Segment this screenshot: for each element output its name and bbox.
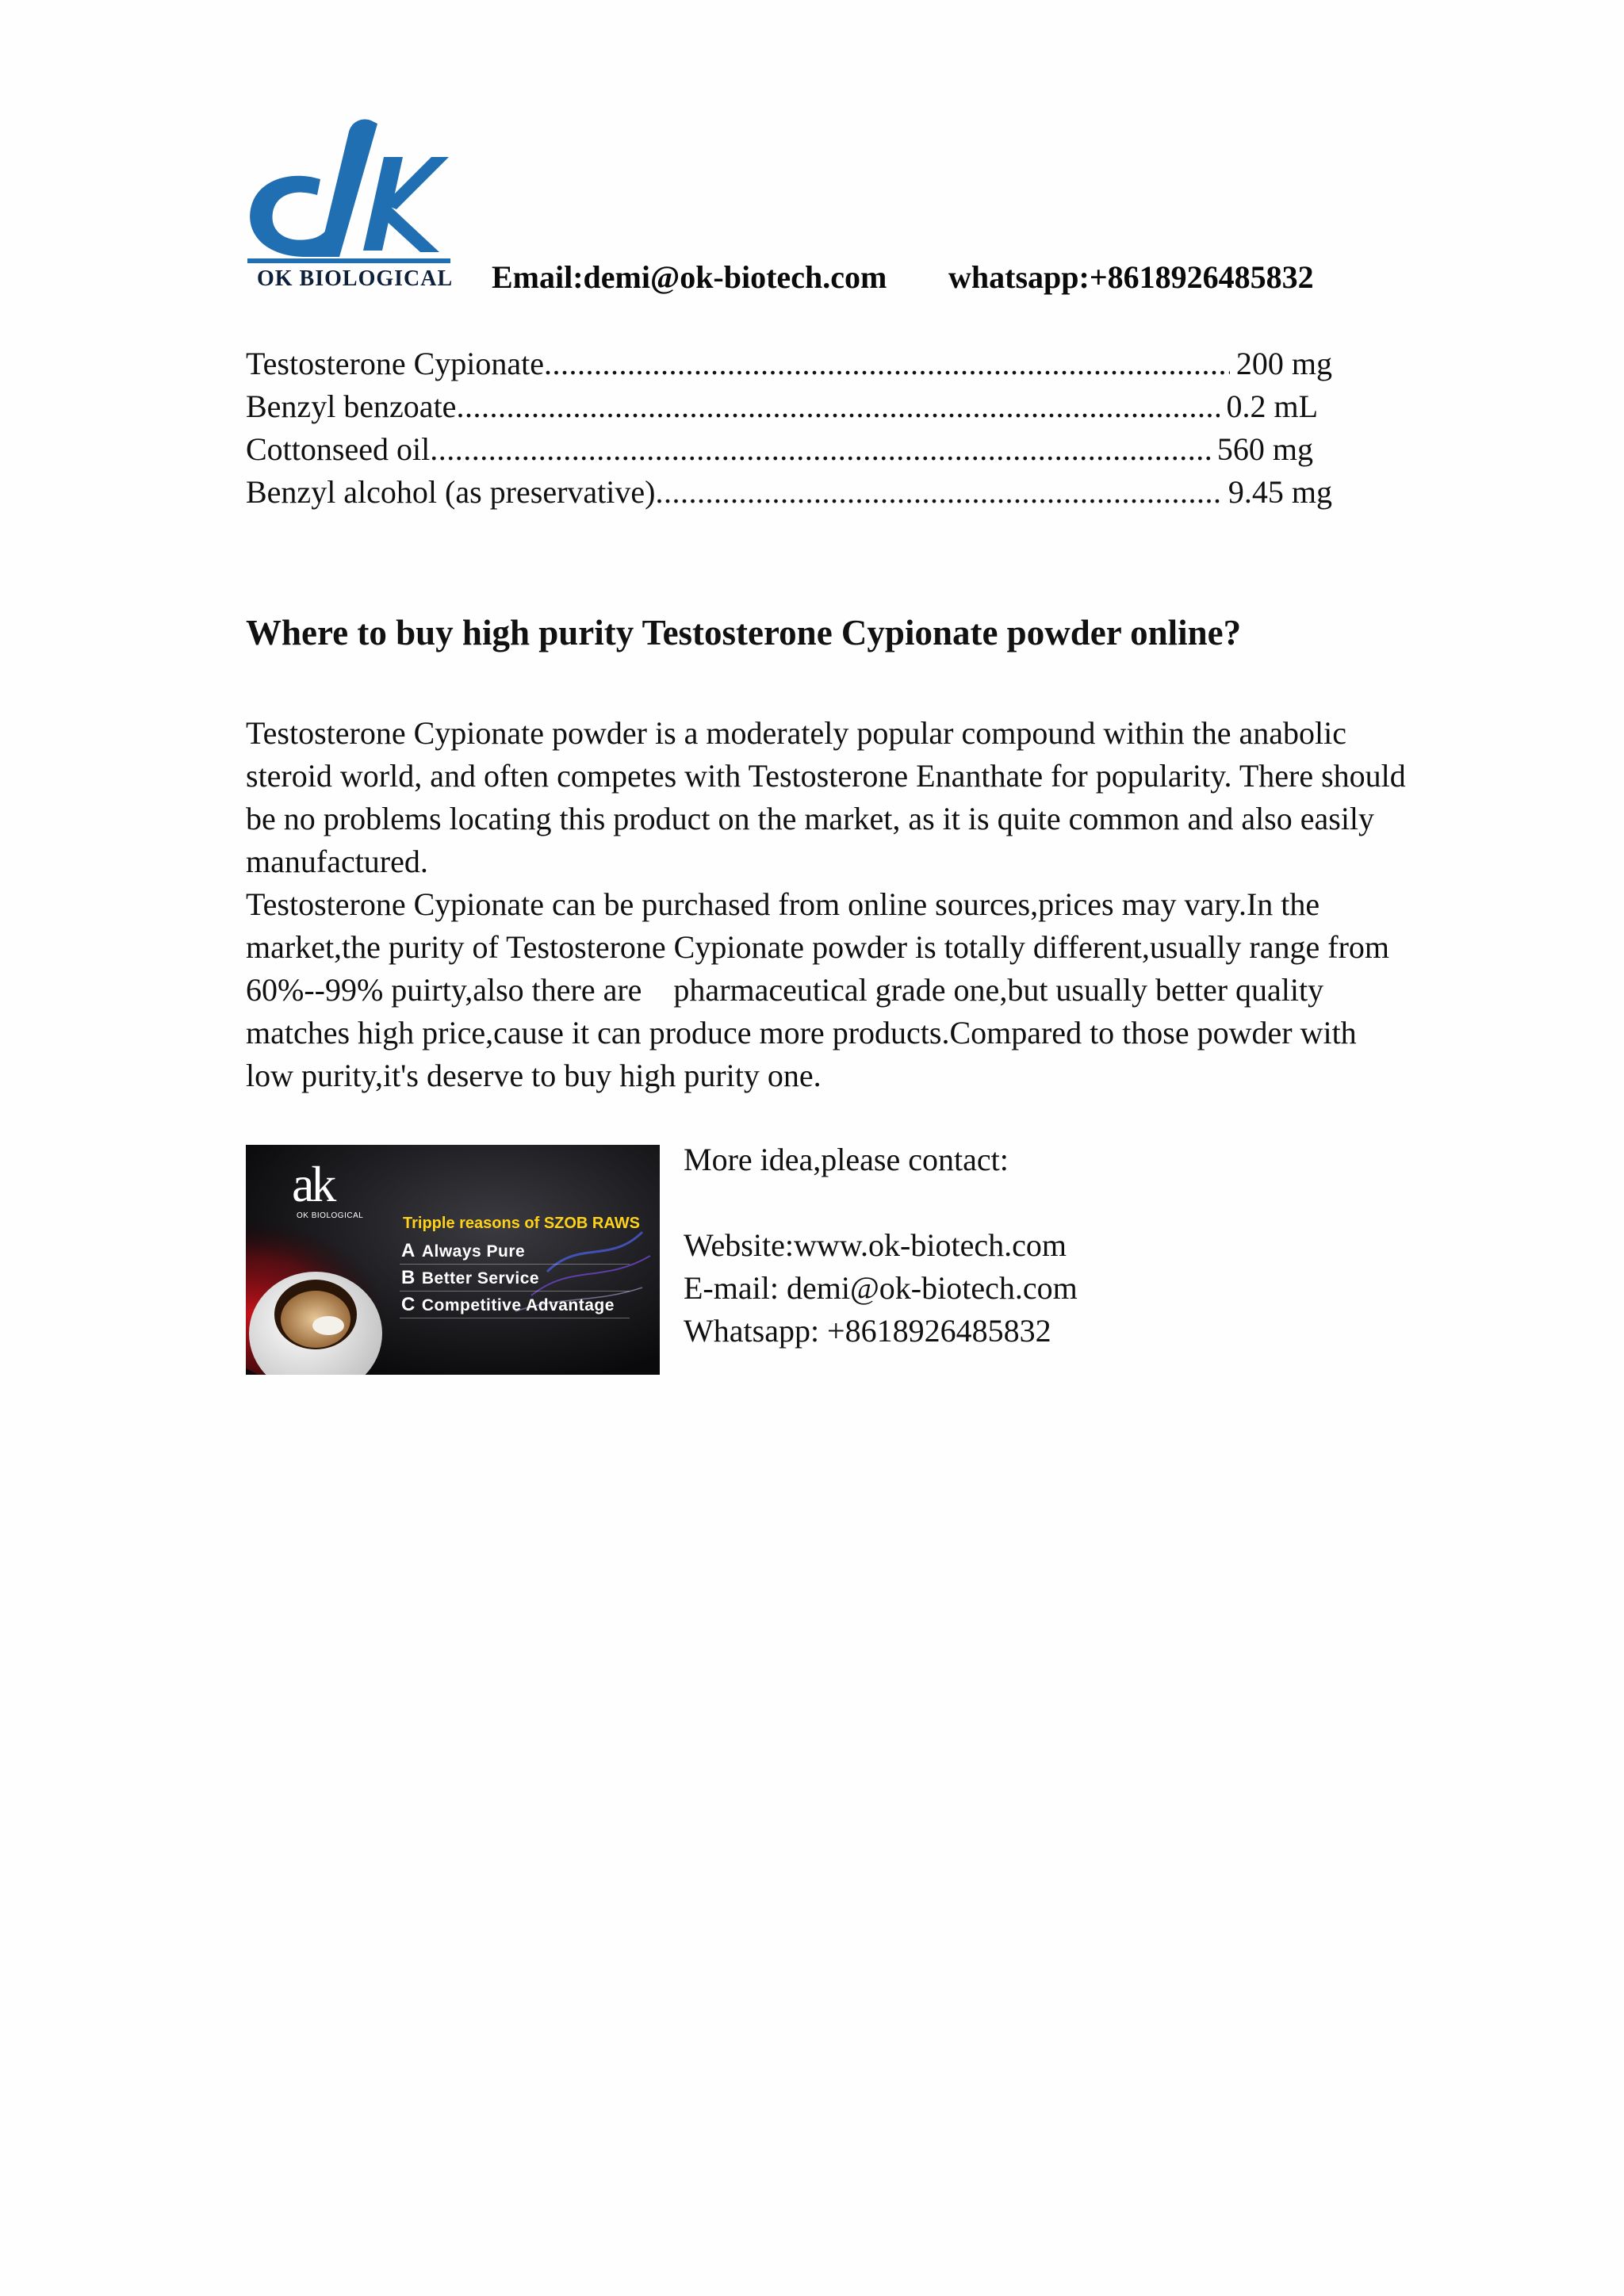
banner-title: Tripple reasons of SZOB RAWS xyxy=(403,1215,640,1232)
dot-leader xyxy=(430,428,1211,471)
header-email: Email:demi@ok-biotech.com xyxy=(492,259,887,295)
contact-intro: More idea,please contact: xyxy=(684,1142,1009,1177)
document-header xyxy=(244,116,1394,306)
ingredient-name: Testosterone Cypionate xyxy=(246,346,544,381)
contact-email: E-mail: demi@ok-biotech.com xyxy=(684,1270,1078,1306)
banner-logo-mark: ak xyxy=(292,1156,334,1212)
banner-item xyxy=(401,1240,525,1262)
body-text xyxy=(246,712,1411,1097)
ingredient-value: 560 mg xyxy=(1216,431,1313,467)
ingredient-row xyxy=(246,428,1332,471)
ak-logo-icon xyxy=(244,116,450,266)
dot-leader xyxy=(655,471,1221,514)
banner-item-letter: C xyxy=(401,1294,416,1315)
contact-website: Website:www.ok-biotech.com xyxy=(684,1227,1067,1263)
spacer xyxy=(684,1181,1397,1224)
ingredient-row xyxy=(246,342,1332,385)
contact-whatsapp: Whatsapp: +8618926485832 xyxy=(684,1313,1051,1349)
ok-biological-logo xyxy=(244,116,454,298)
paragraph: Testosterone Cypionate can be purchased from online sources,prices may vary.In the market,the purity of Testosterone Cypionate powder is totally different,usually range from 60%--99% puirty,also there are pharmaceutical grade one,but usually better quality matches high price,cause it can produce more products.Compared to those powder with low purity,it's deserve to buy high purity one. xyxy=(246,886,1398,1093)
banner-item-text: Better Service xyxy=(421,1269,540,1288)
banner-divider xyxy=(400,1264,630,1265)
ingredient-row xyxy=(246,471,1332,514)
banner-item-letter: B xyxy=(401,1267,416,1288)
banner-item-text: Always Pure xyxy=(421,1242,526,1261)
banner-item-letter: A xyxy=(401,1240,416,1261)
banner-item xyxy=(401,1294,615,1316)
banner-item xyxy=(401,1267,539,1289)
ingredient-value: 0.2 mL xyxy=(1226,388,1318,424)
ingredients-list xyxy=(246,342,1332,514)
paragraph: Testosterone Cypionate powder is a moderately popular compound within the anabolic steroid world, and often competes with Testosterone Enanthate for popularity. There should be no problems locating this product on the market, as it is quite common and also easily manufactured. xyxy=(246,715,1406,879)
ingredient-value: 200 mg xyxy=(1235,346,1332,381)
ingredient-name: Cottonseed oil xyxy=(246,431,431,467)
banner-divider xyxy=(400,1291,630,1292)
ingredient-row xyxy=(246,385,1332,428)
section-heading: Where to buy high purity Testosterone Cypionate powder online? xyxy=(246,613,1242,652)
ingredient-name: Benzyl benzoate xyxy=(246,388,457,424)
dot-leader xyxy=(456,385,1220,428)
promo-banner-image xyxy=(246,1145,660,1375)
banner-logo-text: OK BIOLOGICAL xyxy=(297,1211,364,1220)
ingredient-name: Benzyl alcohol (as preservative) xyxy=(246,474,656,510)
banner-item-text: Competitive Advantage xyxy=(421,1296,615,1314)
ingredient-value: 9.45 mg xyxy=(1228,474,1332,510)
dot-leader xyxy=(544,342,1230,385)
logo-text: OK BIOLOGICAL xyxy=(257,266,454,291)
contact-block xyxy=(684,1138,1397,1353)
header-whatsapp: whatsapp:+8618926485832 xyxy=(948,259,1314,295)
